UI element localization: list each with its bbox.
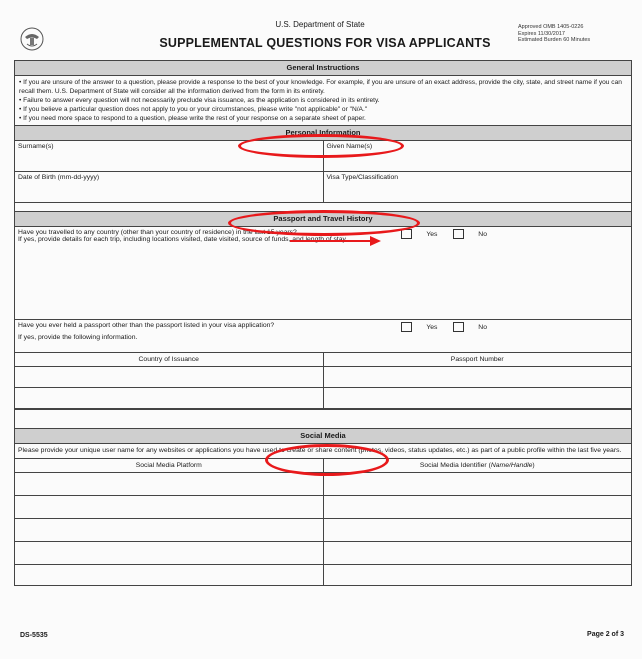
personal-information-header: Personal Information (15, 126, 631, 141)
passport-question-block (15, 320, 631, 352)
travel-yes-checkbox[interactable] (401, 229, 412, 239)
red-arrow-icon (290, 236, 382, 246)
travel-question: Have you travelled to any country (other than your country of residence) in the last 15 years? (18, 229, 297, 236)
table-row[interactable] (15, 519, 631, 542)
social-media-header: Social Media (15, 428, 631, 444)
passport-yes-checkbox[interactable] (401, 322, 412, 332)
table-row[interactable] (15, 367, 631, 388)
given-name-field[interactable]: Given Name(s) (323, 141, 632, 171)
page-number: Page 2 of 3 (587, 631, 624, 638)
general-instructions-header: General Instructions (15, 61, 631, 76)
general-instructions-section (15, 61, 631, 126)
travel-no-checkbox[interactable] (453, 229, 464, 239)
table-row[interactable] (15, 388, 631, 409)
social-media-highlight-oval (265, 444, 389, 476)
social-media-prompt: Please provide your unique user name for any websites or applications you have used to create or share content (photos, videos, status updates, etc.) as part of a public profile within the last five years. (18, 447, 622, 454)
state-department-seal-icon (20, 27, 44, 51)
passport-number-header: Passport Number (323, 353, 632, 366)
travel-yes-no: Yes No (401, 229, 501, 239)
travel-detail-prompt[interactable]: If yes, provide details for each trip, including locations visited, date visited, source of funds, and length of stay. (18, 236, 348, 243)
passport-history-highlight-oval (228, 210, 420, 236)
passport-no-checkbox[interactable] (453, 322, 464, 332)
omb-info: Approved OMB 1405-0226 Expires 11/30/2017 Estimated Burden 60 Minutes (518, 24, 591, 43)
table-row[interactable] (15, 473, 631, 496)
passport-travel-header: Passport and Travel History (15, 211, 631, 227)
passport-table-header (15, 352, 631, 367)
other-passport-question: Have you ever held a passport other than the passport listed in your visa application? (18, 322, 275, 329)
other-passport-detail-prompt: If yes, provide the following information. (18, 334, 138, 341)
country-of-issuance-header: Country of Issuance (138, 356, 199, 363)
table-row[interactable] (15, 565, 631, 586)
form-number: DS-5535 (20, 632, 48, 639)
passport-yes-no: Yes No (401, 322, 501, 332)
table-row[interactable] (15, 542, 631, 565)
date-of-birth-field[interactable]: Date of Birth (mm-dd-yyyy) (18, 174, 100, 181)
instructions-list: • If you are unsure of the answer to a question, please provide a response to the best of your knowledge. For example, if you are unsure of an exact address, provide the city, state, and street name if you can recall them. U.S. Department of State will consider all the information derived from the form in its entirety. • Failure to answer every question will not necessarily preclude visa issuance, as the application is considered in its entirety. • If you believe a particular question does not apply to you or your circumstances, please write "not applicable" or "N/A." • If you need more space to respond to a question, please write the rest of your response on a separate sheet of paper. (15, 76, 631, 126)
visa-type-field[interactable]: Visa Type/Classification (323, 172, 632, 202)
form-title: SUPPLEMENTAL QUESTIONS FOR VISA APPLICANTS (159, 36, 491, 50)
personal-info-highlight-oval (238, 134, 404, 158)
department-name: U.S. Department of State (275, 20, 365, 29)
identifier-header: Social Media Identifier (Name/Handle) (323, 459, 632, 472)
table-row[interactable] (15, 496, 631, 519)
surname-field[interactable]: Surname(s) (18, 143, 54, 150)
platform-header: Social Media Platform (135, 462, 202, 469)
